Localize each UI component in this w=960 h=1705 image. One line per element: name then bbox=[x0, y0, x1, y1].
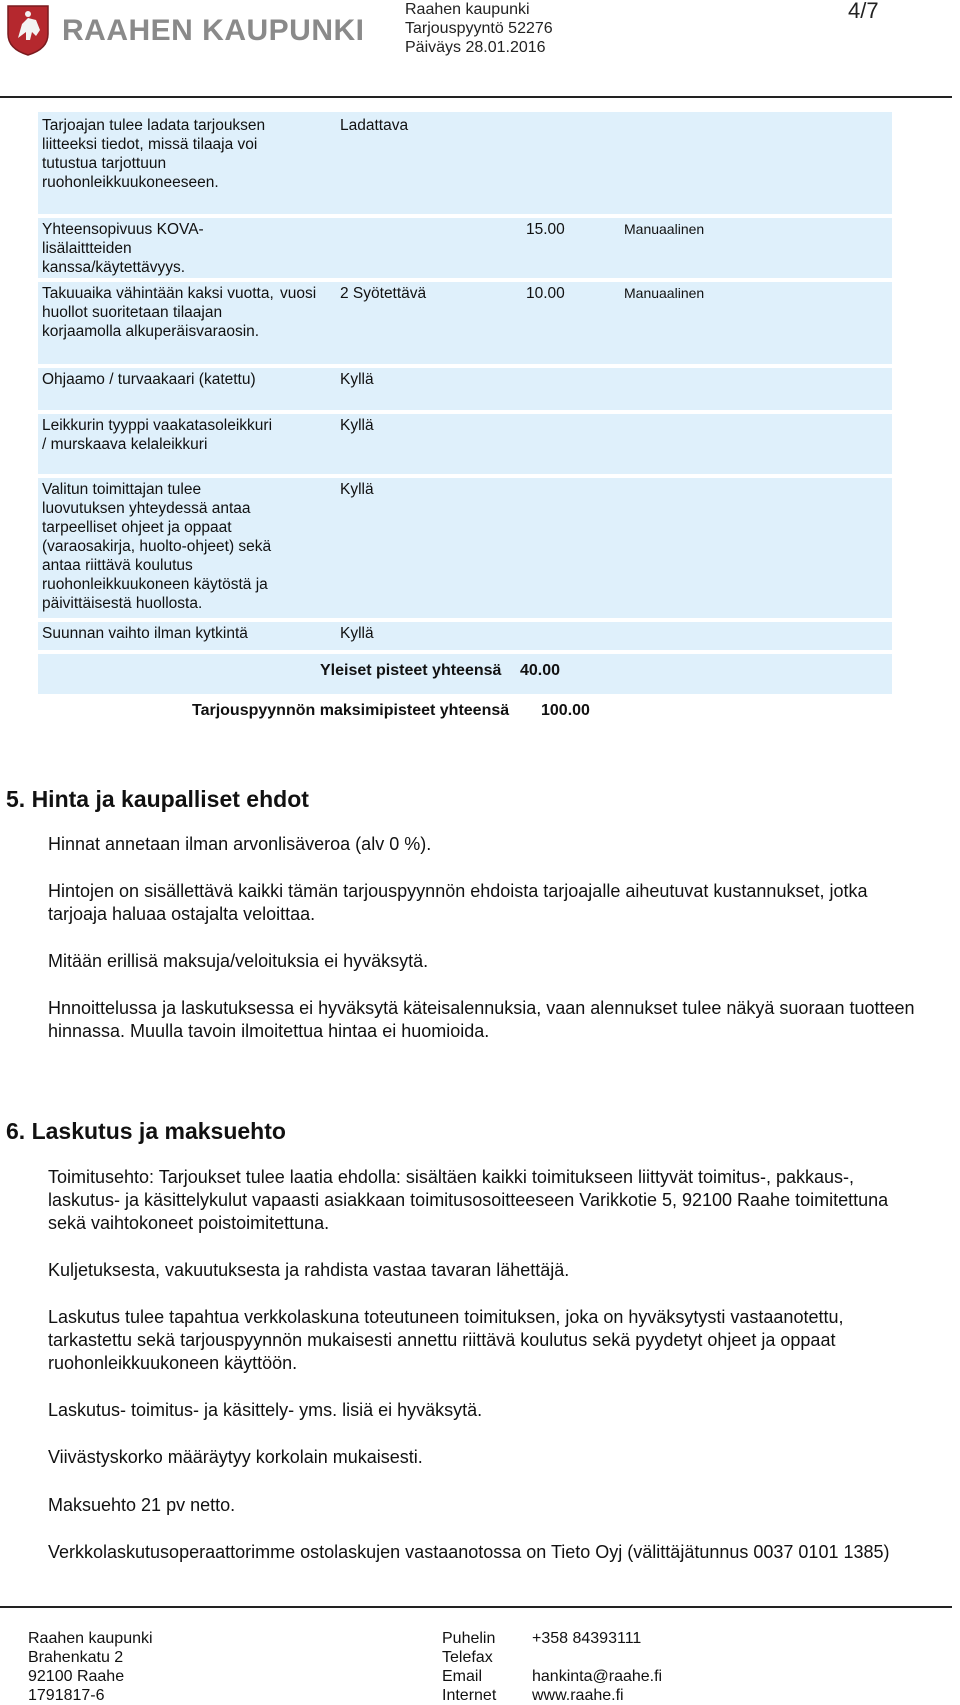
row-divider bbox=[38, 364, 892, 368]
paragraph: Mitään erillisä maksuja/veloituksia ei hyväksytä. bbox=[48, 951, 429, 971]
criteria-value: Kyllä bbox=[340, 417, 374, 434]
row-divider bbox=[38, 410, 892, 414]
total-row bbox=[38, 660, 892, 694]
paragraph: Hintojen on sisällettävä kaikki tämän tarjouspyynnön ehdoista tarjoajalle aiheutuvat kustannukset, jotka tarjoaja haluaa ostajalta veloittaa. bbox=[48, 881, 868, 924]
row-divider bbox=[38, 214, 892, 218]
row-divider bbox=[38, 474, 892, 478]
max-points-label: Tarjouspyynnön maksimipisteet yhteensä bbox=[192, 702, 510, 719]
paragraph: Toimitusehto: Tarjoukset tulee laatia ehdolla: sisältäen kaikki toimitukseen liittyvät toimitus-, pakkaus-, laskutus- ja käsittelykulut vapaasti asiakkaan toimitusosoitteeseen Varikkotie 5, 92100 Raahe toimitettuna sekä vaihtokoneet poistoimitettuna. bbox=[48, 1167, 889, 1233]
footer-business-id: 1791817-6 bbox=[28, 1687, 105, 1704]
criteria-value: Ladattava bbox=[340, 117, 409, 134]
row-divider bbox=[38, 618, 892, 622]
paragraph: Verkkolaskutusoperaattorimme ostolaskujen vastaanotossa on Tieto Oyj (välittäjätunnus 0037 0101 1385) bbox=[48, 1542, 890, 1562]
criteria-desc: Tarjoajan tulee ladata tarjouksen liitteeksi tiedot, missä tilaaja voi tutustua tarjottuun ruohonleikkuukoneeseen. bbox=[42, 117, 266, 191]
criteria-value: Kyllä bbox=[340, 481, 374, 498]
footer-address bbox=[28, 1629, 153, 1705]
criteria-value: Kyllä bbox=[340, 625, 374, 642]
phone-label: Puhelin bbox=[442, 1630, 496, 1647]
paragraph: Laskutus- toimitus- ja käsittely- yms. lisiä ei hyväksytä. bbox=[48, 1400, 483, 1420]
web-link[interactable]: www.raahe.fi bbox=[532, 1687, 624, 1704]
total-label: Yleiset pisteet yhteensä bbox=[320, 662, 502, 679]
criteria-desc: Suunnan vaihto ilman kytkintä bbox=[42, 625, 248, 642]
header-meta bbox=[405, 0, 553, 57]
web-label: Internet bbox=[442, 1687, 497, 1704]
header-request: Tarjouspyyntö 52276 bbox=[405, 20, 553, 37]
row-divider bbox=[38, 650, 892, 654]
paragraph: Viivästyskorko määräytyy korkolain mukaisesti. bbox=[48, 1447, 423, 1467]
header-date: Päiväys 28.01.2016 bbox=[405, 39, 546, 56]
header-org: Raahen kaupunki bbox=[405, 1, 530, 18]
phone-value: +358 84393111 bbox=[532, 1630, 642, 1647]
city-crest-logo bbox=[6, 4, 50, 56]
criteria-desc: Ohjaamo / turvaakaari (katettu) bbox=[42, 371, 256, 388]
criteria-desc: Takuuaika vähintään kaksi vuotta, huollot suoritetaan tilaajan korjaamolla alkuperäisvaraosin. bbox=[42, 285, 274, 340]
footer-name: Raahen kaupunki bbox=[28, 1630, 153, 1647]
criteria-points: 10.00 bbox=[526, 285, 565, 302]
header-divider bbox=[0, 96, 952, 98]
fax-value bbox=[532, 1648, 662, 1667]
footer-contact-values bbox=[532, 1629, 662, 1705]
max-points-value: 100.00 bbox=[541, 702, 590, 719]
row-divider bbox=[38, 278, 892, 282]
section-heading: 5. Hinta ja kaupalliset ehdot bbox=[6, 786, 309, 812]
criteria-value: 2 Syötettävä bbox=[340, 285, 427, 302]
footer-street: Brahenkatu 2 bbox=[28, 1649, 124, 1666]
criteria-points: 15.00 bbox=[526, 221, 565, 238]
criteria-value: Kyllä bbox=[340, 371, 374, 388]
section-heading: 6. Laskutus ja maksuehto bbox=[6, 1118, 286, 1144]
footer-contact-labels bbox=[442, 1629, 496, 1705]
page-number: 4/7 bbox=[848, 0, 879, 23]
email-link[interactable]: hankinta@raahe.fi bbox=[532, 1668, 663, 1685]
criteria-table bbox=[38, 112, 892, 694]
criteria-method: Manuaalinen bbox=[624, 221, 705, 237]
criteria-method: Manuaalinen bbox=[624, 285, 705, 301]
criteria-desc: Valitun toimittajan tulee luovutuksen yhteydessä antaa tarpeelliset ohjeet ja oppaat (varaosakirja, huolto-ohjeet) sekä antaa riittävä koulutus ruohonleikkuukoneen käytöstä ja päivittäisestä huollosta. bbox=[42, 481, 272, 612]
criteria-desc: Yhteensopivuus KOVA-lisälaittteiden kanssa/käytettävyys. bbox=[42, 221, 204, 276]
total-value: 40.00 bbox=[520, 662, 561, 679]
paragraph: Maksuehto 21 pv netto. bbox=[48, 1495, 236, 1515]
paragraph: Laskutus tulee tapahtua verkkolaskuna toteutuneen toimituksen, joka on hyväksytysti vastaanotettu, tarkastettu sekä tarjouspyynnön mukaisesti annettu riittävä koulutus sekä pyydetyt ohjeet ja oppaat ruohonleikkuukoneen käyttöön. bbox=[48, 1307, 844, 1373]
footer-city: 92100 Raahe bbox=[28, 1668, 125, 1685]
criteria-row bbox=[38, 116, 892, 214]
fax-label: Telefax bbox=[442, 1649, 493, 1666]
footer-divider bbox=[0, 1606, 952, 1608]
brand-wordmark: RAAHEN KAUPUNKI bbox=[62, 14, 365, 47]
criteria-unit: vuosi bbox=[280, 285, 317, 302]
paragraph: Kuljetuksesta, vakuutuksesta ja rahdista vastaa tavaran lähettäjä. bbox=[48, 1260, 570, 1280]
criteria-desc: Leikkurin tyyppi vaakatasoleikkuri / murskaava kelaleikkuri bbox=[42, 417, 273, 453]
paragraph: Hnnoittelussa ja laskutuksessa ei hyväksytä käteisalennuksia, vaan alennukset tulee näkyä suoraan tuotteen hinnassa. Muulla tavoin ilmoitettua hintaa ei huomioida. bbox=[48, 998, 915, 1041]
paragraph: Hinnat annetaan ilman arvonlisäveroa (alv 0 %). bbox=[48, 834, 432, 854]
email-label: Email bbox=[442, 1668, 483, 1685]
